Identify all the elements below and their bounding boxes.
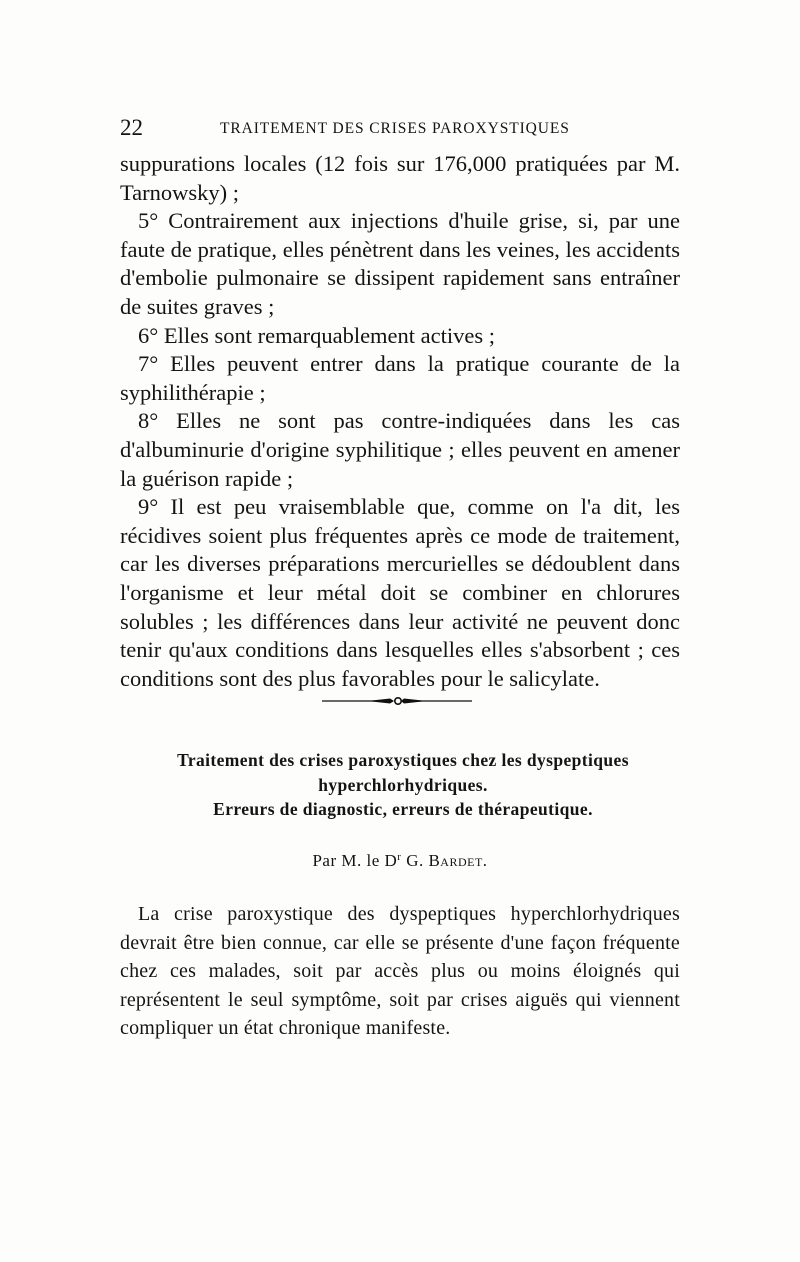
author-name: Bardet.: [428, 851, 488, 870]
paragraph-continuation: suppurations locales (12 fois sur 176,000 pratiquées par M. Tarnowsky) ;: [120, 151, 680, 205]
article-title: [108, 748, 698, 822]
paragraph-item-9: 9° Il est peu vraisemblable que, comme on l'a dit, les récidives soient plus fréquentes après ce mode de traitement, car les diverses préparations mercurielles se dédoublent dans l'organisme et leur métal doit se combiner en chlorures solubles ; les différences dans leur activité ne peuvent donc tenir qu'aux conditions dans lesquelles elles s'absorbent ; ces conditions sont des plus favorables pour le salicylate.: [120, 494, 680, 691]
section-divider-ornament: [322, 694, 472, 708]
page-number: 22: [120, 115, 143, 140]
byline-prefix: Par M. le D: [312, 851, 398, 870]
paragraph-item-8: 8° Elles ne sont pas contre-indiquées dans les cas d'albuminurie d'origine syphilitique ; elles peuvent en amener la guérison rapide ;: [120, 408, 680, 491]
author-byline: [120, 846, 680, 872]
article-intro: [120, 900, 680, 1043]
article-subtitle: Erreurs de diagnostic, erreurs de thérapeutique.: [213, 799, 593, 819]
byline-superscript: r: [397, 851, 402, 863]
running-title: TRAITEMENT DES CRISES PAROXYSTIQUES: [220, 120, 570, 137]
body-text: [120, 150, 680, 693]
intro-paragraph: La crise paroxystique des dyspeptiques hyperchlorhydriques devrait être bien connue, car elle se présente d'une façon fréquente chez ces malades, soit par accès plus ou moins éloignés qui représentent le seul symptôme, soit par crises aiguës qui viennent compliquer un état chronique manifeste.: [120, 903, 680, 1040]
article-title-line: Traitement des crises paroxystiques chez les dyspeptiques: [177, 750, 629, 770]
paragraph-item-5: 5° Contrairement aux injections d'huile grise, si, par une faute de pratique, elles pénètrent dans les veines, les accidents d'embolie pulmonaire se dissipent rapidement sans entraîner de suites graves ;: [120, 208, 680, 319]
byline-initial: G.: [406, 851, 424, 870]
running-header: [120, 116, 680, 140]
paragraph-item-6: 6° Elles sont remarquablement actives ;: [138, 322, 496, 348]
paragraph-item-7: 7° Elles peuvent entrer dans la pratique courante de la syphilithérapie ;: [120, 351, 680, 405]
article-title-line: hyperchlorhydriques.: [318, 774, 488, 795]
